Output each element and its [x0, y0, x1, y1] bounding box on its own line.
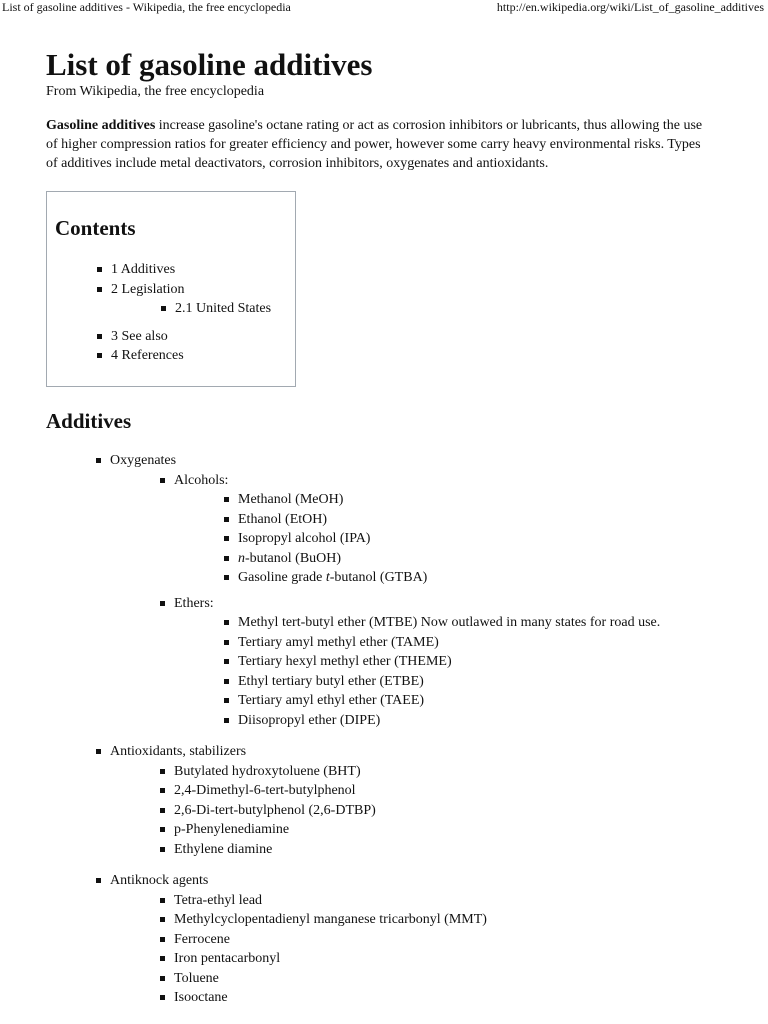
toc-item-legislation[interactable]: [111, 280, 287, 327]
list-item[interactable]: Ethanol (EtOH): [238, 510, 736, 530]
list-item-oxygenates: [110, 451, 736, 742]
list-item[interactable]: [238, 568, 736, 588]
toc-item-additives[interactable]: 1 Additives: [111, 260, 287, 280]
toc-list: [55, 260, 287, 366]
group-label: Alcohols:: [174, 472, 229, 488]
toc-item-references[interactable]: 4 References: [111, 346, 287, 366]
list-item[interactable]: Tertiary amyl methyl ether (TAME): [238, 633, 736, 653]
category-label: Antiknock agents: [110, 873, 209, 888]
list-item[interactable]: [238, 549, 736, 569]
toc-title: Contents: [55, 216, 136, 240]
antioxidant-list: [110, 762, 736, 860]
item-text: Gasoline grade: [238, 570, 326, 585]
list-item[interactable]: 2,6-Di-tert-butylphenol (2,6-DTBP): [174, 801, 736, 821]
italic-prefix: t: [325, 570, 330, 585]
list-item[interactable]: Toluene: [174, 969, 736, 989]
italic-prefix: n: [238, 550, 245, 566]
list-item[interactable]: Methanol (MeOH): [238, 490, 736, 510]
page-title: List of gasoline additives: [46, 47, 373, 82]
item-text: -butanol (BuOH): [245, 550, 342, 566]
list-item-ethers: [174, 594, 736, 731]
list-item-alcohols: [174, 471, 736, 594]
list-item[interactable]: Tertiary amyl ethyl ether (TAEE): [238, 691, 736, 711]
list-item[interactable]: 2,4-Dimethyl-6-tert-butylphenol: [174, 781, 736, 801]
item-text: -butanol (GTBA): [329, 570, 428, 585]
browser-url[interactable]: http://en.wikipedia.org/wiki/List_of_gasoline_additives: [496, 0, 764, 14]
alcohol-list: [174, 490, 736, 588]
toc-item-see-also[interactable]: 3 See also: [111, 327, 287, 347]
toc-item-label[interactable]: 2 Legislation: [111, 281, 185, 297]
intro-bold: Gasoline additives: [46, 118, 156, 133]
additive-categories: [46, 451, 736, 1008]
article: [46, 46, 736, 1008]
list-item[interactable]: Butylated hydroxytoluene (BHT): [174, 762, 736, 782]
list-item[interactable]: p-Phenylenediamine: [174, 820, 736, 840]
page-subtitle: From Wikipedia, the free encyclopedia: [46, 84, 265, 99]
list-item[interactable]: Ferrocene: [174, 930, 736, 950]
section-heading-additives: Additives: [46, 409, 132, 433]
list-item[interactable]: Ethyl tertiary butyl ether (ETBE): [238, 672, 736, 692]
list-item[interactable]: Isooctane: [174, 988, 736, 1008]
list-item[interactable]: Tertiary hexyl methyl ether (THEME): [238, 652, 736, 672]
table-of-contents: [46, 191, 296, 387]
list-item[interactable]: Tetra-ethyl lead: [174, 891, 736, 911]
list-item[interactable]: Iron pentacarbonyl: [174, 949, 736, 969]
list-item-antiknock: [110, 871, 736, 1008]
intro-paragraph: [46, 116, 706, 173]
oxygenate-groups: [110, 471, 736, 731]
list-item[interactable]: Ethylene diamine: [174, 840, 736, 860]
category-label: Oxygenates: [110, 453, 177, 468]
list-item-antioxidants: [110, 742, 736, 871]
toc-sublist: [111, 299, 287, 319]
group-label: Ethers:: [174, 595, 214, 611]
list-item[interactable]: Isopropyl alcohol (IPA): [238, 529, 736, 549]
list-item[interactable]: Diisopropyl ether (DIPE): [238, 711, 736, 731]
additives-section: [46, 409, 736, 1008]
browser-page-title: List of gasoline additives - Wikipedia, the free encyclopedia: [2, 0, 291, 14]
antiknock-list: [110, 891, 736, 1008]
list-item[interactable]: Methyl tert-butyl ether (MTBE) Now outlawed in many states for road use.: [238, 613, 736, 633]
ether-list: [174, 613, 736, 730]
list-item[interactable]: Methylcyclopentadienyl manganese tricarbonyl (MMT): [174, 910, 736, 930]
toc-item-united-states[interactable]: 2.1 United States: [175, 299, 287, 319]
category-label: Antioxidants, stabilizers: [110, 744, 247, 759]
intro-text: increase gasoline's octane rating or act as corrosion inhibitors or lubricants, thus allowing the use of higher compression ratios for greater efficiency and power, however some carry heavy environmental risks. Types of additives include metal deactivators, corrosion inhibitors, oxygenates and antioxidants.: [46, 118, 703, 171]
